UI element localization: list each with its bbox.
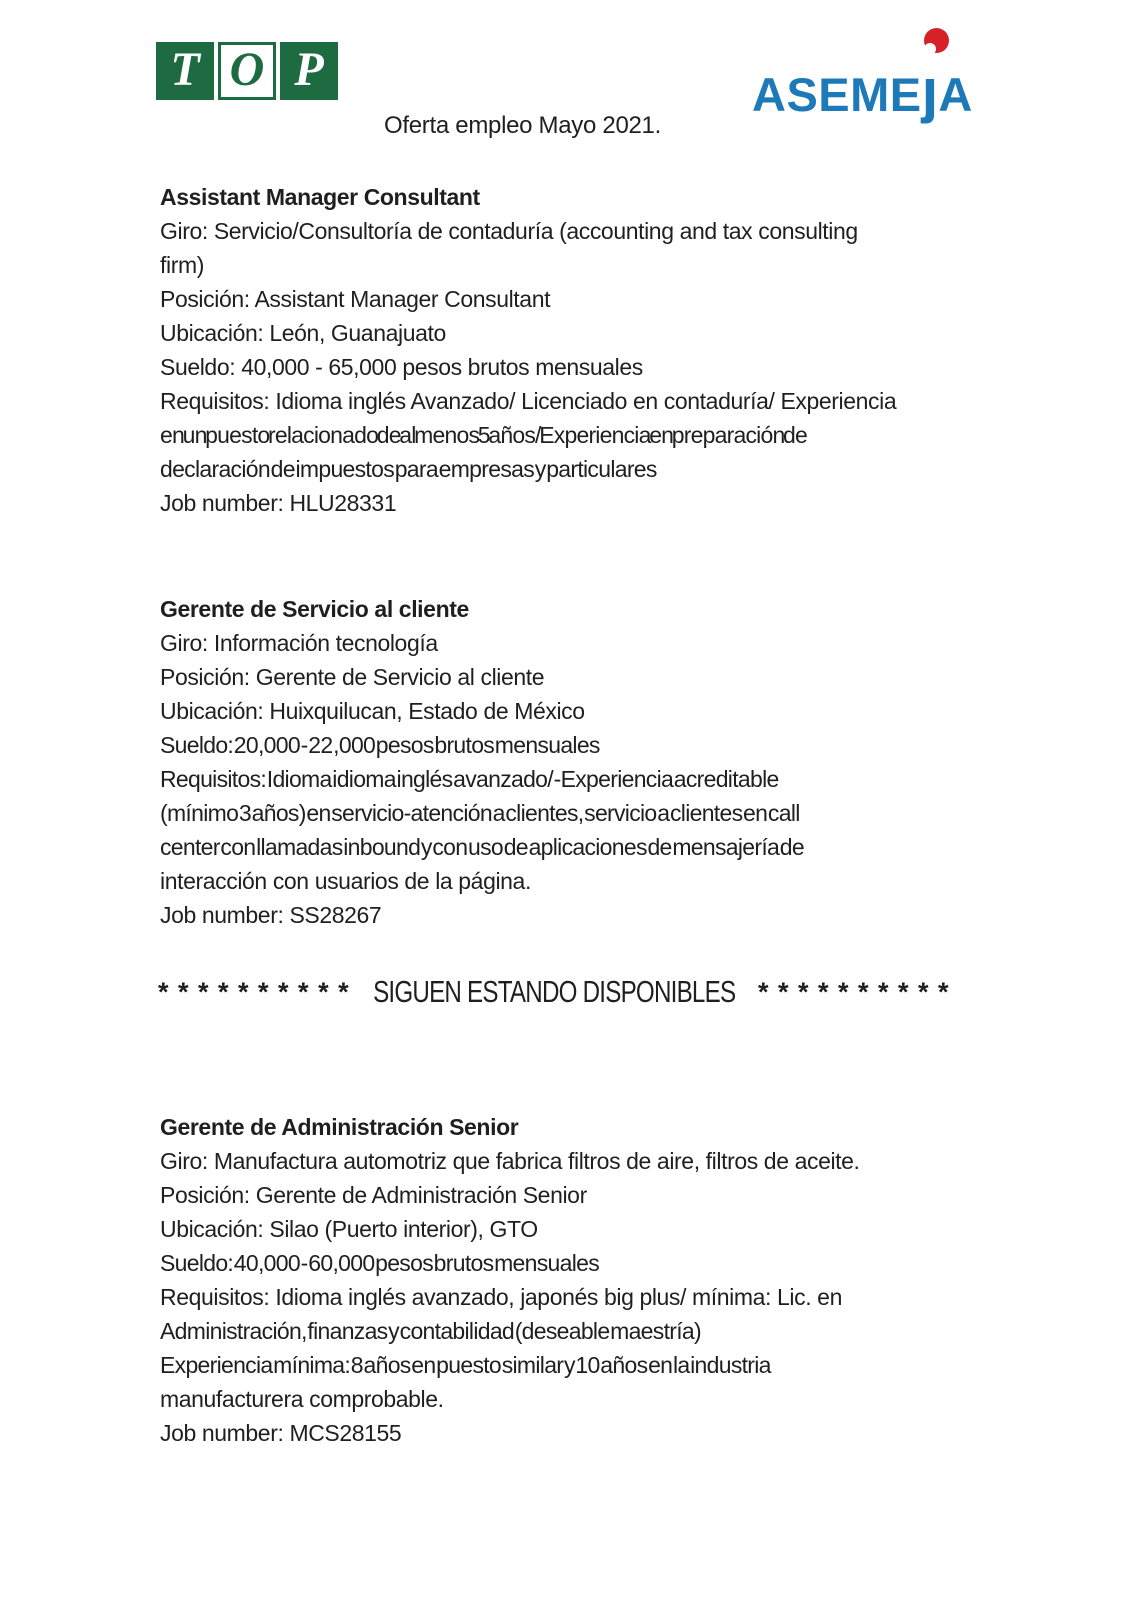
job-line: Giro: Información tecnología [160, 630, 438, 656]
job-line: en un puesto relacionado de al menos 5 años/ Experiencia en preparación de [160, 422, 808, 448]
job-line: firm) [160, 252, 204, 278]
job-line: Experiencia mínima: 8 años en puesto similar y 10 años en la industria [160, 1352, 771, 1378]
job-line: Giro: Manufactura automotriz que fabrica filtros de aire, filtros de aceite. [160, 1148, 860, 1174]
asemeja-text-part: A [938, 68, 973, 121]
job-line: Administración, finanzas y contabilidad (deseable maestría) [160, 1318, 701, 1344]
job-line: Job number: MCS28155 [160, 1420, 402, 1446]
top-logo-square-t [156, 42, 214, 100]
job-line: (mínimo 3 años) en servicio-atención a clientes, servicio a clientes en call [160, 800, 800, 826]
job-section-gerente-servicio-cliente [160, 592, 950, 932]
job-line: interacción con usuarios de la página. [160, 868, 531, 894]
job-title: Gerente de Servicio al cliente [160, 596, 469, 622]
job-line: Ubicación: Silao (Puerto interior), GTO [160, 1216, 538, 1242]
job-line: Sueldo: 20,000 - 22 ,000 pesos brutos mensuales [160, 732, 600, 758]
divider-stars-left: * * * * * * * * * * [158, 977, 350, 1007]
job-line: Ubicación: León, Guanajuato [160, 320, 446, 346]
job-line: Job number: HLU28331 [160, 490, 397, 516]
job-line: manufacturera comprobable. [160, 1386, 444, 1412]
asemeja-logo [752, 30, 973, 124]
divider-siguen-disponibles [158, 972, 950, 1012]
job-section-assistant-manager-consultant [160, 180, 950, 520]
job-line: Job number: SS28267 [160, 902, 382, 928]
job-line: Posición: Gerente de Servicio al cliente [160, 664, 545, 690]
job-line: Posición: Assistant Manager Consultant [160, 286, 551, 312]
top-logo-letter: P [294, 42, 324, 96]
top-logo [156, 42, 338, 100]
job-line: Requisitos: Idioma inglés avanzado, japonés big plus/ mínima: Lic. en [160, 1284, 842, 1310]
job-line: Posición: Gerente de Administración Senior [160, 1182, 587, 1208]
job-line: declaración de impuestos para empresas y particulares [160, 456, 657, 482]
job-line: Requisitos: Idioma idioma inglés avanzado/ -Experiencia acreditable [160, 766, 779, 792]
job-line: Ubicación: Huixquilucan, Estado de México [160, 698, 585, 724]
top-logo-square-o [218, 42, 276, 100]
job-line: Sueldo: 40,000 - 60,000 pesos brutos mensuales [160, 1250, 600, 1276]
top-logo-letter: T [170, 42, 200, 96]
top-logo-square-p [280, 42, 338, 100]
divider-label: SIGUEN ESTANDO DISPONIBLES [372, 974, 735, 1009]
job-line: Giro: Servicio/Consultoría de contaduría (accounting and tax consulting [160, 218, 858, 244]
job-title: Gerente de Administración Senior [160, 1114, 519, 1140]
job-title: Assistant Manager Consultant [160, 184, 480, 210]
document-title: Oferta empleo Mayo 2021. [384, 112, 661, 139]
job-line: Sueldo: 40,000 - 65,000 pesos brutos mensuales [160, 354, 643, 380]
job-section-gerente-administracion-senior [160, 1110, 950, 1450]
job-line: center con llamadas inbound y con uso de aplicaciones de mensajería de [160, 834, 804, 860]
asemeja-text-part: ASEME [752, 68, 922, 121]
asemeja-j-letter: ȷ [921, 57, 939, 124]
divider-stars-right: * * * * * * * * * * [757, 977, 950, 1007]
top-logo-letter: O [229, 42, 265, 96]
job-line: Requisitos: Idioma inglés Avanzado/ Licenciado en contaduría/ Experiencia [160, 388, 897, 414]
asemeja-red-dot-icon [924, 28, 949, 53]
